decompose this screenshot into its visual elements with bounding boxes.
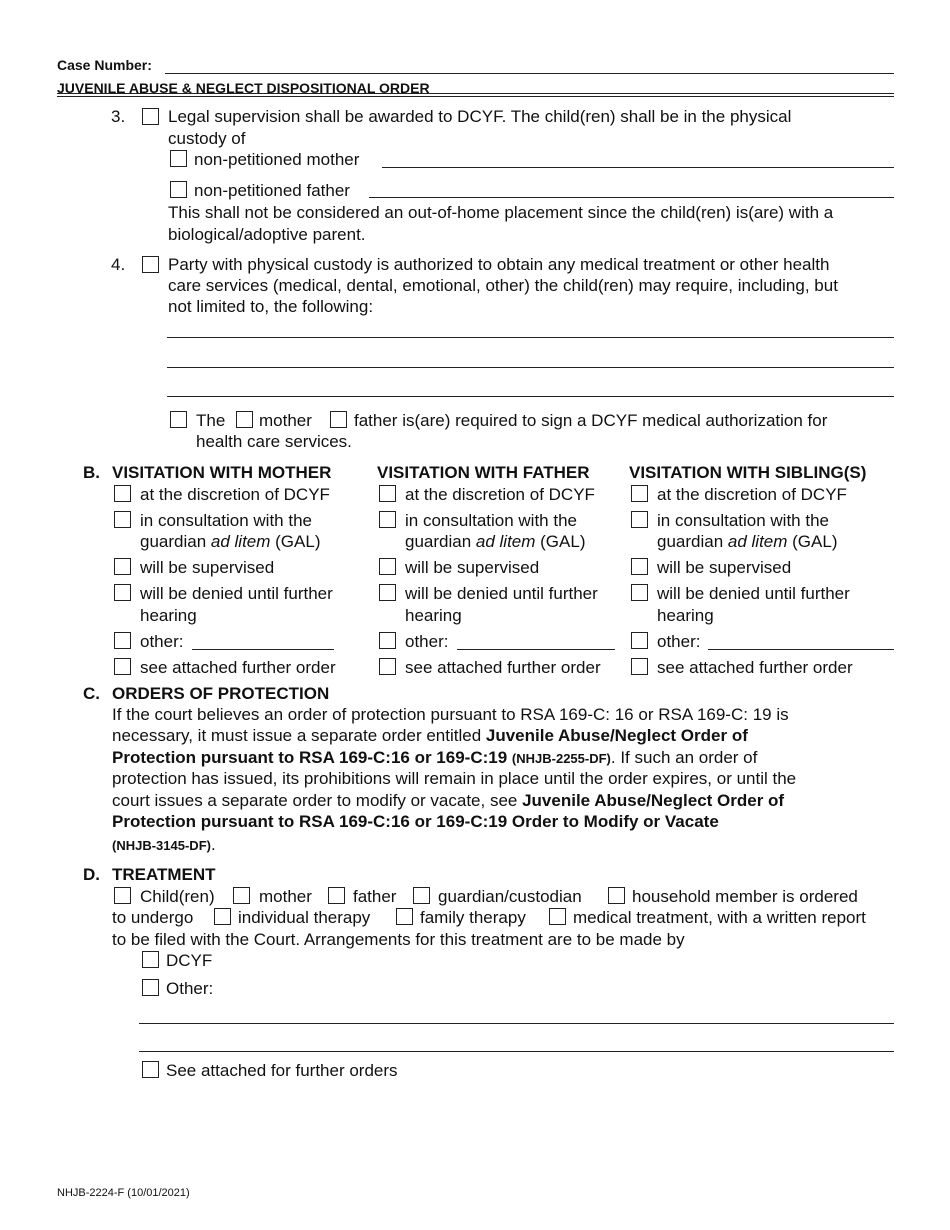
section-c-line-5a: court issues a separate order to modify or vacate, see bbox=[112, 791, 523, 810]
header-divider bbox=[57, 93, 894, 94]
mother-discretion-label: at the discretion of DCYF bbox=[140, 485, 330, 504]
item3-text-2: custody of bbox=[168, 129, 246, 148]
section-c-line-3 bbox=[112, 747, 757, 769]
ad-litem-text: ad litem bbox=[475, 532, 536, 551]
sibling-other-line[interactable] bbox=[708, 649, 894, 650]
mother-discretion-checkbox[interactable] bbox=[114, 485, 131, 502]
treatment-individual-label: individual therapy bbox=[238, 908, 371, 927]
gal-text: (GAL) bbox=[787, 532, 838, 551]
father-denied-label: will be denied until further bbox=[405, 584, 598, 603]
visitation-sibling-heading: VISITATION WITH SIBLING(S) bbox=[629, 463, 867, 482]
mother-other-label: other: bbox=[140, 632, 184, 651]
treatment-child-checkbox[interactable] bbox=[114, 887, 131, 904]
case-number-line[interactable] bbox=[165, 73, 894, 74]
sibling-other-label: other: bbox=[657, 632, 701, 651]
section-c-heading: ORDERS OF PROTECTION bbox=[112, 684, 330, 703]
visitation-mother-heading: VISITATION WITH MOTHER bbox=[112, 463, 332, 482]
item4-line-2[interactable] bbox=[167, 367, 894, 368]
father-consult-checkbox[interactable] bbox=[379, 511, 396, 528]
mother-other-checkbox[interactable] bbox=[114, 632, 131, 649]
treatment-medical-label: medical treatment, with a written report bbox=[573, 908, 866, 927]
form-title: JUVENILE ABUSE & NEGLECT DISPOSITIONAL ORDER bbox=[57, 80, 430, 96]
item4-checkbox[interactable] bbox=[142, 256, 159, 273]
item4-auth-checkbox[interactable] bbox=[170, 411, 187, 428]
father-denied-checkbox[interactable] bbox=[379, 584, 396, 601]
item4-text-1: Party with physical custody is authorized to obtain any medical treatment or other health bbox=[168, 255, 830, 274]
father-denied-label-2: hearing bbox=[405, 606, 462, 625]
sibling-denied-label-2: hearing bbox=[657, 606, 714, 625]
sibling-discretion-label: at the discretion of DCYF bbox=[657, 485, 847, 504]
sibling-consult-checkbox[interactable] bbox=[631, 511, 648, 528]
arrangement-dcyf-checkbox[interactable] bbox=[142, 951, 159, 968]
section-c-line-4: protection has issued, its prohibitions will remain in place until the order expires, or until the bbox=[112, 769, 797, 788]
see-attached-checkbox[interactable] bbox=[142, 1061, 159, 1078]
sibling-consult-label: in consultation with the bbox=[657, 511, 829, 530]
sibling-attached-label: see attached further order bbox=[657, 658, 853, 677]
section-d-heading: TREATMENT bbox=[112, 865, 216, 884]
arrangement-other-line-1[interactable] bbox=[139, 1023, 894, 1024]
treatment-father-label: father bbox=[353, 887, 397, 906]
treatment-medical-checkbox[interactable] bbox=[549, 908, 566, 925]
section-c-line-7 bbox=[112, 834, 216, 856]
section-c-line-3c: . If such an order of bbox=[610, 748, 758, 767]
section-c-order-title: Juvenile Abuse/Neglect Order of bbox=[485, 726, 748, 745]
see-attached-label: See attached for further orders bbox=[166, 1061, 398, 1080]
section-c-line-6: Protection pursuant to RSA 169-C:16 or 169-C:19 Order to Modify or Vacate bbox=[112, 812, 719, 831]
item4-number: 4. bbox=[111, 255, 126, 274]
section-c-line-2a: necessary, it must issue a separate order entitled bbox=[112, 726, 486, 745]
section-c-form-ref-1: (NHJB-2255-DF) bbox=[511, 751, 611, 766]
treatment-mother-checkbox[interactable] bbox=[233, 887, 250, 904]
section-c-line-5 bbox=[112, 790, 784, 811]
treatment-child-label: Child(ren) bbox=[140, 887, 215, 906]
guardian-text: guardian bbox=[140, 532, 211, 551]
father-discretion-checkbox[interactable] bbox=[379, 485, 396, 502]
item4-auth-father: father is(are) required to sign a DCYF medical authorization for bbox=[354, 411, 828, 430]
item3-father-line[interactable] bbox=[369, 197, 894, 198]
gal-text: (GAL) bbox=[270, 532, 321, 551]
treatment-filed-text: to be filed with the Court. Arrangements for this treatment are to be made by bbox=[112, 930, 685, 949]
item3-mother-label: non-petitioned mother bbox=[194, 150, 360, 169]
section-c-line-1: If the court believes an order of protection pursuant to RSA 169-C: 16 or RSA 169-C: 19 is bbox=[112, 705, 789, 724]
sibling-consult-label-2 bbox=[657, 531, 837, 552]
father-attached-label: see attached further order bbox=[405, 658, 601, 677]
treatment-household-checkbox[interactable] bbox=[608, 887, 625, 904]
guardian-text: guardian bbox=[405, 532, 476, 551]
case-number-label: Case Number: bbox=[57, 57, 152, 73]
sibling-attached-checkbox[interactable] bbox=[631, 658, 648, 675]
item4-text-2: care services (medical, dental, emotional, other) the child(ren) may require, including, but bbox=[168, 276, 838, 295]
treatment-mother-label: mother bbox=[259, 887, 312, 906]
mother-consult-label-2 bbox=[140, 531, 320, 552]
treatment-guardian-checkbox[interactable] bbox=[413, 887, 430, 904]
item3-note-1: This shall not be considered an out-of-home placement since the child(ren) is(are) with a bbox=[168, 203, 834, 222]
section-c-line-2 bbox=[112, 725, 748, 746]
father-supervised-checkbox[interactable] bbox=[379, 558, 396, 575]
visitation-father-heading: VISITATION WITH FATHER bbox=[377, 463, 590, 482]
father-consult-label-2 bbox=[405, 531, 585, 552]
item3-mother-checkbox[interactable] bbox=[170, 150, 187, 167]
section-d-letter: D. bbox=[83, 865, 100, 884]
section-c-line-3a: Protection pursuant to RSA 169-C:16 or 169-C:19 bbox=[112, 748, 512, 767]
section-c-letter: C. bbox=[83, 684, 100, 703]
father-other-line[interactable] bbox=[457, 649, 615, 650]
treatment-individual-checkbox[interactable] bbox=[214, 908, 231, 925]
section-c-period: . bbox=[210, 835, 216, 854]
treatment-father-checkbox[interactable] bbox=[328, 887, 345, 904]
father-consult-label: in consultation with the bbox=[405, 511, 577, 530]
ad-litem-text: ad litem bbox=[727, 532, 788, 551]
header-divider-2 bbox=[57, 96, 894, 97]
mother-other-line[interactable] bbox=[192, 649, 334, 650]
treatment-household-label: household member is ordered bbox=[632, 887, 858, 906]
arrangement-other-line-2[interactable] bbox=[139, 1051, 894, 1052]
sibling-supervised-label: will be supervised bbox=[657, 558, 792, 577]
mother-consult-label: in consultation with the bbox=[140, 511, 312, 530]
sibling-other-checkbox[interactable] bbox=[631, 632, 648, 649]
mother-supervised-label: will be supervised bbox=[140, 558, 275, 577]
sibling-discretion-checkbox[interactable] bbox=[631, 485, 648, 502]
treatment-undergo-label: to undergo bbox=[112, 908, 194, 927]
ad-litem-text: ad litem bbox=[210, 532, 271, 551]
item3-mother-line[interactable] bbox=[382, 167, 894, 168]
father-attached-checkbox[interactable] bbox=[379, 658, 396, 675]
mother-attached-label: see attached further order bbox=[140, 658, 336, 677]
item3-text-1: Legal supervision shall be awarded to DCYF. The child(ren) shall be in the physical bbox=[168, 107, 792, 126]
item3-checkbox[interactable] bbox=[142, 108, 159, 125]
mother-denied-checkbox[interactable] bbox=[114, 584, 131, 601]
arrangement-other-label: Other: bbox=[166, 979, 214, 998]
mother-denied-label: will be denied until further bbox=[140, 584, 333, 603]
treatment-family-checkbox[interactable] bbox=[396, 908, 413, 925]
father-discretion-label: at the discretion of DCYF bbox=[405, 485, 595, 504]
form-id: NHJB-2224-F (10/01/2021) bbox=[57, 1187, 190, 1199]
item4-auth-mother-checkbox[interactable] bbox=[236, 411, 253, 428]
father-other-label: other: bbox=[405, 632, 449, 651]
mother-attached-checkbox[interactable] bbox=[114, 658, 131, 675]
item3-father-checkbox[interactable] bbox=[170, 181, 187, 198]
section-b-letter: B. bbox=[83, 463, 100, 482]
item4-line-3[interactable] bbox=[167, 396, 894, 397]
arrangement-dcyf-label: DCYF bbox=[166, 951, 213, 970]
item3-father-label: non-petitioned father bbox=[194, 181, 350, 200]
treatment-family-label: family therapy bbox=[420, 908, 526, 927]
item4-auth-the: The bbox=[196, 411, 226, 430]
sibling-denied-label: will be denied until further bbox=[657, 584, 850, 603]
mother-denied-label-2: hearing bbox=[140, 606, 197, 625]
arrangement-other-checkbox[interactable] bbox=[142, 979, 159, 996]
item4-auth-father-checkbox[interactable] bbox=[330, 411, 347, 428]
item4-line-1[interactable] bbox=[167, 337, 894, 338]
item3-number: 3. bbox=[111, 107, 126, 126]
section-c-form-ref-2: (NHJB-3145-DF) bbox=[112, 838, 211, 853]
father-other-checkbox[interactable] bbox=[379, 632, 396, 649]
section-c-order-title-2: Juvenile Abuse/Neglect Order of bbox=[522, 791, 785, 810]
item3-note-2: biological/adoptive parent. bbox=[168, 225, 366, 244]
item4-auth-line2: health care services. bbox=[196, 432, 352, 451]
mother-consult-checkbox[interactable] bbox=[114, 511, 131, 528]
sibling-supervised-checkbox[interactable] bbox=[631, 558, 648, 575]
mother-supervised-checkbox[interactable] bbox=[114, 558, 131, 575]
guardian-text: guardian bbox=[657, 532, 728, 551]
item4-text-3: not limited to, the following: bbox=[168, 297, 374, 316]
treatment-guardian-label: guardian/custodian bbox=[438, 887, 582, 906]
sibling-denied-checkbox[interactable] bbox=[631, 584, 648, 601]
item4-auth-mother: mother bbox=[259, 411, 312, 430]
gal-text: (GAL) bbox=[535, 532, 586, 551]
father-supervised-label: will be supervised bbox=[405, 558, 540, 577]
